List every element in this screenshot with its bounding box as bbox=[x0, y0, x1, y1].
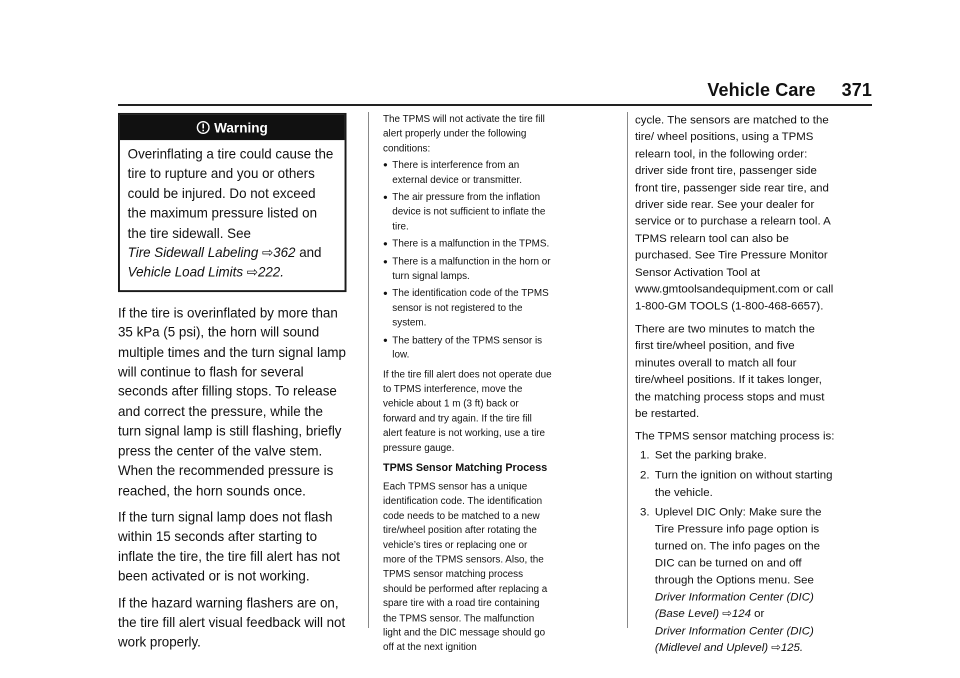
paragraph: If the tire fill alert does not operate due to TPMS interference, move the vehicle about 1 m (3 ft) back or forward and try again. If the tire fill alert feature is not working, use a tire pressure gauge. bbox=[383, 368, 552, 453]
bullet-icon: ● bbox=[383, 257, 388, 266]
list-item: 2. Turn the ignition on without starting the vehicle. bbox=[639, 468, 833, 498]
paragraph: Each TPMS sensor has a unique identification code. The identification code needs to be matched to a new tire/wheel position after rotating the vehicle’s tires or replacing one or more of the TPMS sensors. Also, the TPMS sensor matching process should be performed after replacing a spare tire with a road tire containing the TPMS sensor. The malfunction light and the DIC message should go off at the next ignition bbox=[383, 480, 548, 653]
ref-link-tire-sidewall[interactable]: Tire Sidewall Labeling bbox=[127, 245, 259, 261]
page-number: 371 bbox=[841, 80, 872, 100]
warning-icon bbox=[197, 115, 211, 140]
ref-link-load-limits[interactable]: Vehicle Load Limits bbox=[127, 265, 244, 280]
step-number: 2. bbox=[639, 468, 650, 482]
ref-page: 222. bbox=[257, 265, 284, 280]
step-text: Uplevel DIC Only: Make sure the Tire Pressure info page option is turned on. The info pages on the DIC can be turned on and off through the Options menu. See bbox=[654, 505, 822, 586]
list-item: ● The battery of the TPMS sensor is low. bbox=[383, 334, 543, 360]
page-ref-arrow-icon: ⇨ bbox=[261, 245, 274, 261]
list-item: ● There is a malfunction in the horn or turn signal lamps. bbox=[383, 255, 551, 282]
column-right bbox=[635, 112, 836, 660]
step-number: 3. bbox=[639, 505, 650, 519]
warning-header bbox=[120, 115, 345, 140]
list-item: ● The air pressure from the inflation device is not sufficient to inflate the tire. bbox=[383, 191, 546, 232]
list-item: ● The identification code of the TPMS sensor is not registered to the system. bbox=[383, 287, 549, 328]
warning-and: and bbox=[299, 245, 322, 261]
page-header bbox=[707, 80, 872, 101]
ref-page: 124 bbox=[731, 607, 751, 620]
step-or: or bbox=[754, 607, 765, 620]
ref-page: 125. bbox=[780, 641, 804, 654]
header-rule bbox=[118, 104, 872, 106]
column-divider bbox=[627, 112, 628, 628]
warning-body bbox=[120, 140, 345, 290]
section-title: Vehicle Care bbox=[707, 80, 816, 100]
list-item bbox=[635, 504, 836, 656]
warning-title: Warning bbox=[214, 119, 268, 136]
paragraph: cycle. The sensors are matched to the tire/ wheel positions, using a TPMS relearn tool, in the following order: driver side front tire, passenger side front tire, passenger side rear tire, and driver side rear. See your dealer for service or to purchase a relearn tool. A TPMS relearn tool can also be purchased. See Tire Pressure Monitor Sensor Activation Tool at www.gmtoolsandequipment.com or call 1-800-GM TOOLS (1-800-468-6657). bbox=[635, 113, 834, 313]
warning-box bbox=[118, 113, 346, 292]
column-middle bbox=[383, 112, 552, 660]
paragraph: If the turn signal lamp does not flash within 15 seconds after starting to inflate the tire, the tire fill alert has not been activated or is not working. bbox=[118, 509, 341, 584]
column-left bbox=[118, 112, 346, 660]
paragraph: The TPMS sensor matching process is: bbox=[635, 429, 835, 443]
step-number: 1. bbox=[639, 448, 650, 461]
ref-link-dic-midlevel[interactable]: Driver Information Center (DIC) (Midlevel and Uplevel) bbox=[654, 624, 814, 654]
paragraph: There are two minutes to match the first tire/wheel position, and five minutes overall to match all four tire/wheel positions. If it takes longer, the matching process stops and must be restarted. bbox=[635, 322, 825, 420]
bullet-icon: ● bbox=[383, 335, 388, 345]
list-item: 1. Set the parking brake. bbox=[635, 447, 836, 464]
bullet-icon: ● bbox=[383, 239, 388, 249]
condition-list bbox=[383, 158, 552, 362]
ref-link-dic-base[interactable]: Driver Information Center (DIC) (Base Level) bbox=[654, 590, 814, 620]
paragraph: The TPMS will not activate the tire fill alert properly under the following conditions: bbox=[383, 113, 545, 154]
list-item: ● There is interference from an external device or transmitter. bbox=[383, 159, 522, 185]
page-ref-arrow-icon: ⇨ bbox=[246, 265, 258, 280]
bullet-icon: ● bbox=[383, 289, 388, 298]
paragraph: If the hazard warning flashers are on, the tire fill alert visual feedback will not work properly. bbox=[118, 595, 346, 650]
column-divider bbox=[368, 112, 369, 628]
list-item: ● There is a malfunction in the TPMS. bbox=[383, 237, 552, 252]
paragraph: If the tire is overinflated by more than 35 kPa (5 psi), the horn will sound multiple times and the turn signal lamp will continue to flash for several seconds after filling stops. To release and correct the pressure, while the turn signal lamp is still flashing, briefly press the center of the valve stem. When the recommended pressure is reached, the horn sounds once. bbox=[118, 305, 346, 498]
bullet-icon: ● bbox=[383, 192, 388, 202]
warning-text: Overinflating a tire could cause the tire to rupture and you or others could be injured. Do not exceed the maximum pressure listed on the tire sidewall. See bbox=[127, 146, 334, 241]
step-list bbox=[635, 447, 836, 657]
page-ref-arrow-icon: ⇨ bbox=[722, 607, 732, 620]
page-ref-arrow-icon: ⇨ bbox=[771, 641, 781, 654]
section-heading: TPMS Sensor Matching Process bbox=[383, 461, 548, 474]
ref-page: 362 bbox=[273, 245, 296, 261]
bullet-icon: ● bbox=[383, 160, 388, 170]
